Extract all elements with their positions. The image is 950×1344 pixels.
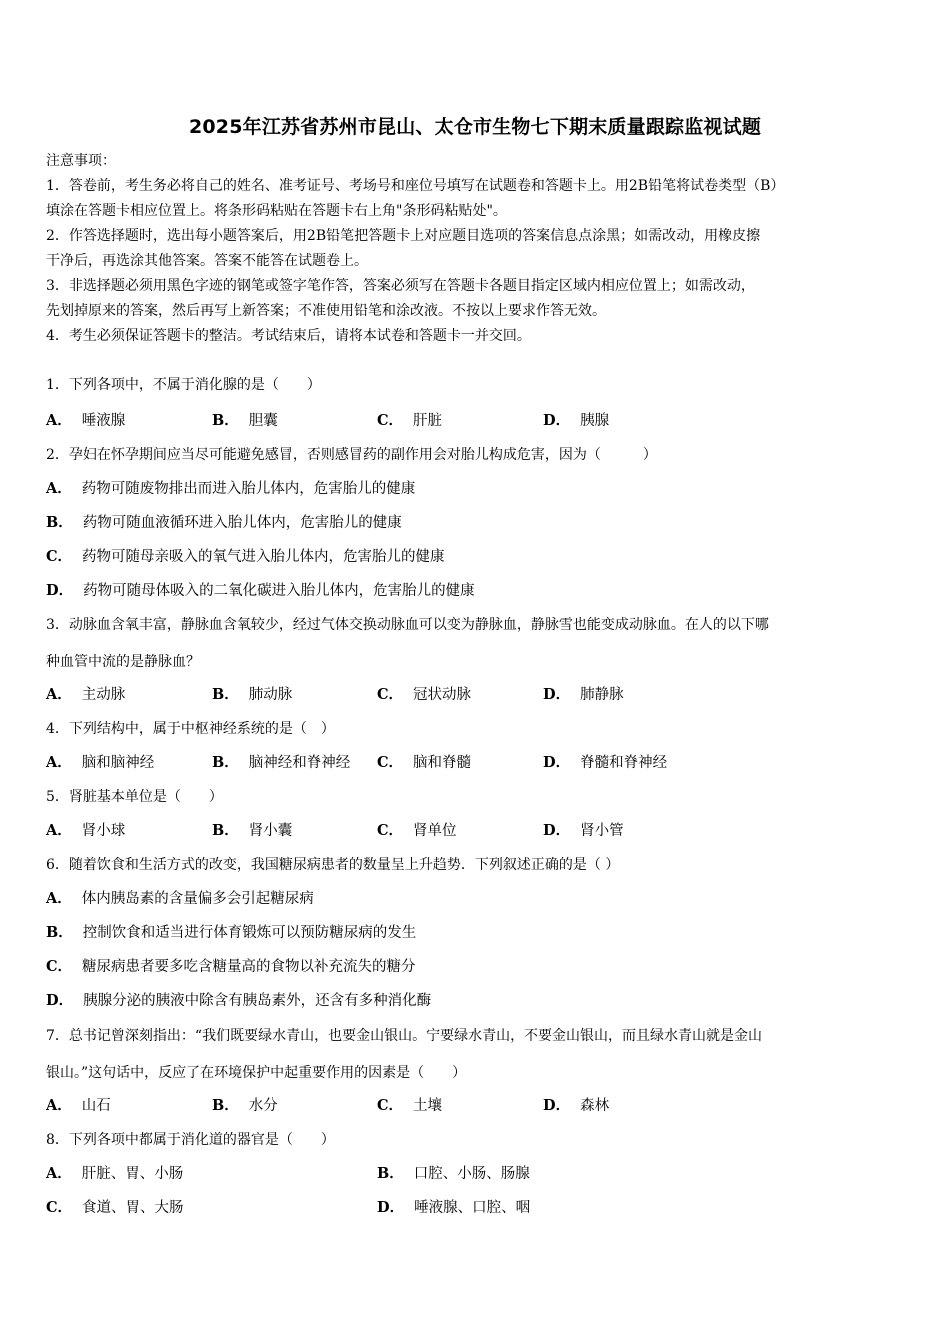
page-title: 2025年江苏省苏州市昆山、太仓市生物七下期末质量跟踪监视试题 xyxy=(188,116,762,138)
question-stem: 5．肾脏基本单位是（ ） xyxy=(46,789,223,805)
question-stem: 3．动脉血含氧丰富，静脉血含氧较少，经过气体交换动脉血可以变为静脉血，静脉雪也能变成动脉血。在人的以下哪 xyxy=(46,617,769,633)
option: B． 胆囊 xyxy=(212,412,278,429)
option: D． 唾液腺、口腔、咽 xyxy=(377,1199,531,1216)
notice-line: 4．考生必须保证答题卡的整洁。考试结束后，请将本试卷和答题卡一并交回。 xyxy=(46,328,531,344)
option: D． 肾小管 xyxy=(543,822,624,839)
option: B． 口腔、小肠、肠腺 xyxy=(377,1165,530,1182)
option: D． 森林 xyxy=(543,1097,610,1114)
notice-line: 1．答卷前，考生务必将自己的姓名、准考证号、考场号和座位号填写在试题卷和答题卡上。用2B铅笔将试卷类型（B） xyxy=(46,178,785,194)
option: B． 控制饮食和适当进行体育锻炼可以预防糖尿病的发生 xyxy=(46,924,417,941)
question-stem: 7．总书记曾深刻指出：“我们既要绿水青山，也要金山银山。宁要绿水青山，不要金山银山，而且绿水青山就是金山 xyxy=(46,1028,763,1044)
option: D． 药物可随母体吸入的二氧化碳进入胎儿体内，危害胎儿的健康 xyxy=(46,582,475,599)
option: B． 脑神经和脊神经 xyxy=(212,754,351,771)
option: C． 冠状动脉 xyxy=(377,686,472,703)
option: A． 主动脉 xyxy=(46,686,126,703)
option: A． 体内胰岛素的含量偏多会引起糖尿病 xyxy=(46,890,314,907)
option: A． 药物可随废物排出而进入胎儿体内，危害胎儿的健康 xyxy=(46,480,416,497)
notice-line: 3．非选择题必须用黑色字迹的钢笔或签字笔作答，答案必须写在答题卡各题目指定区域内相应位置上；如需改动， xyxy=(46,278,755,294)
option: D． 脊髓和脊神经 xyxy=(543,754,668,771)
question-stem: 8．下列各项中都属于消化道的器官是（ ） xyxy=(46,1132,335,1148)
option: A． 肝脏、胃、小肠 xyxy=(46,1165,184,1182)
question-stem: 2．孕妇在怀孕期间应当尽可能避免感冒，否则感冒药的副作用会对胎儿构成危害，因为（ ） xyxy=(46,447,657,463)
option: B． 肾小囊 xyxy=(212,822,293,839)
notice-heading: 注意事项： xyxy=(46,153,116,169)
notice-line: 先划掉原来的答案，然后再写上新答案；不准使用铅笔和涂改液。不按以上要求作答无效。 xyxy=(46,303,606,319)
question-stem: 1．下列各项中，不属于消化腺的是（ ） xyxy=(46,377,321,393)
option: C． 肝脏 xyxy=(377,412,443,429)
option: C． 糖尿病患者要多吃含糖量高的食物以补充流失的糖分 xyxy=(46,958,416,975)
option: C． 食道、胃、大肠 xyxy=(46,1199,184,1216)
question-stem: 种血管中流的是静脉血？ xyxy=(46,654,200,670)
option: B． 水分 xyxy=(212,1097,278,1114)
question-stem: 6．随着饮食和生活方式的改变，我国糖尿病患者的数量呈上升趋势．下列叙述正确的是（ ） xyxy=(46,857,620,873)
option: B． 药物可随血液循环进入胎儿体内，危害胎儿的健康 xyxy=(46,514,402,531)
option: A． 肾小球 xyxy=(46,822,126,839)
option: C． 脑和脊髓 xyxy=(377,754,472,771)
question-stem: 银山。”这句话中，反应了在环境保护中起重要作用的因素是（ ） xyxy=(46,1065,467,1081)
option: C． 土壤 xyxy=(377,1097,443,1114)
option: A． 唾液腺 xyxy=(46,412,126,429)
option: C． 肾单位 xyxy=(377,822,457,839)
option: B． 肺动脉 xyxy=(212,686,293,703)
option: A． 脑和脑神经 xyxy=(46,754,155,771)
option: A． 山石 xyxy=(46,1097,111,1114)
notice-line: 2．作答选择题时，选出每小题答案后，用2B铅笔把答题卡上对应题目选项的答案信息点涂黑；如需改动，用橡皮擦 xyxy=(46,228,761,244)
option: D． 胰腺 xyxy=(543,412,610,429)
notice-line: 填涂在答题卡相应位置上。将条形码粘贴在答题卡右上角"条形码粘贴处"。 xyxy=(46,203,507,219)
option: D． 肺静脉 xyxy=(543,686,624,703)
option: D． 胰腺分泌的胰液中除含有胰岛素外，还含有多种消化酶 xyxy=(46,992,432,1009)
option: C． 药物可随母亲吸入的氧气进入胎儿体内，危害胎儿的健康 xyxy=(46,548,445,565)
question-stem: 4．下列结构中，属于中枢神经系统的是（ ） xyxy=(46,721,335,737)
notice-line: 干净后，再选涂其他答案。答案不能答在试题卷上。 xyxy=(46,253,368,269)
